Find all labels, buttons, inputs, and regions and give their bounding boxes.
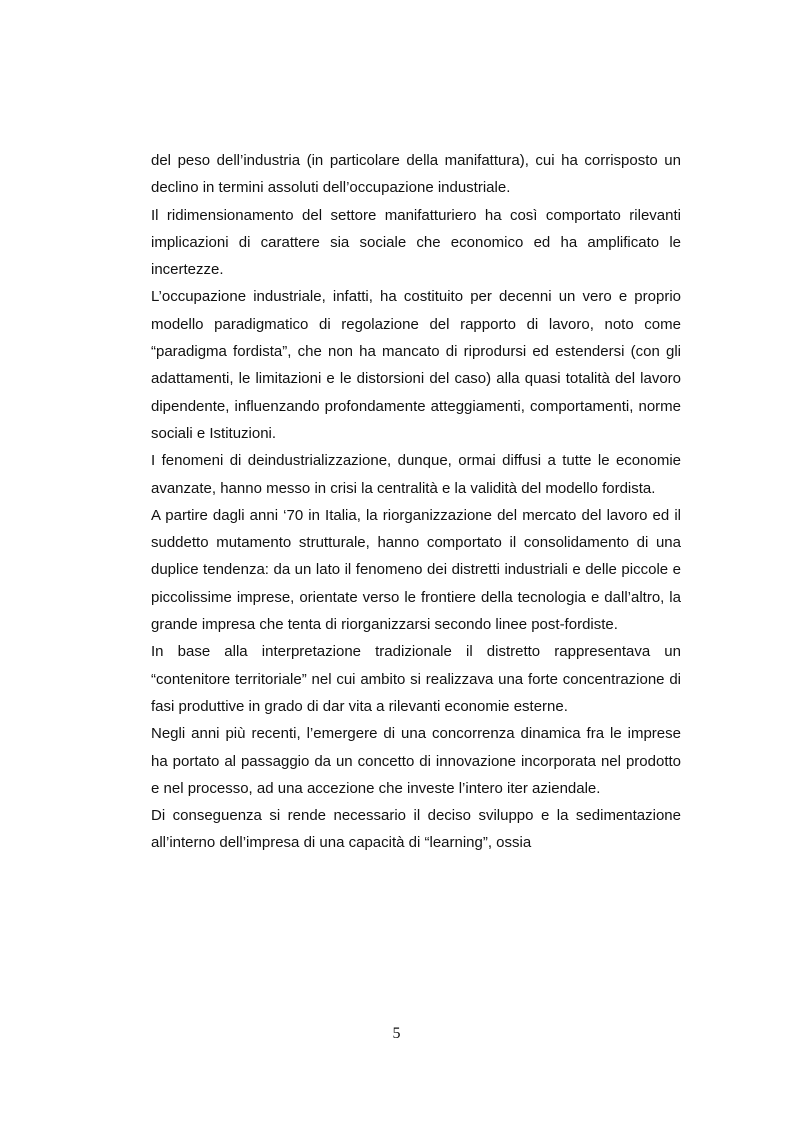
paragraph: L’occupazione industriale, infatti, ha costituito per decenni un vero e proprio modello paradigmatico di regolazione del rapporto di lavoro, noto come “paradigma fordista”, che non ha mancato di riprodursi ed estendersi (con gli adattamenti, le limitazioni e le distorsioni del caso) alla quasi totalità del lavoro dipendente, influenzando profondamente atteggiamenti, comportamenti, norme sociali e Istituzioni. xyxy=(151,288,681,442)
body-text xyxy=(151,147,681,857)
paragraph: Di conseguenza si rende necessario il deciso sviluppo e la sedimentazione all’interno dell’impresa di una capacità di “learning”, ossia xyxy=(151,807,681,852)
paragraph: In base alla interpretazione tradizionale il distretto rappresentava un “contenitore territoriale” nel cui ambito si realizzava una forte concentrazione di fasi produttive in grado di dar vita a rilevanti economie esterne. xyxy=(151,643,681,715)
paragraph: del peso dell’industria (in particolare della manifattura), cui ha corrisposto un declino in termini assoluti dell’occupazione industriale. xyxy=(151,152,681,197)
page-number: 5 xyxy=(392,1025,401,1042)
paragraph: I fenomeni di deindustrializzazione, dunque, ormai diffusi a tutte le economie avanzate, hanno messo in crisi la centralità e la validità del modello fordista. xyxy=(151,452,681,497)
paragraph: Il ridimensionamento del settore manifatturiero ha così comportato rilevanti implicazioni di carattere sia sociale che economico ed ha amplificato le incertezze. xyxy=(151,206,681,279)
paragraph: Negli anni più recenti, l’emergere di una concorrenza dinamica fra le imprese ha portato al passaggio da un concetto di innovazione incorporata nel prodotto e nel processo, ad una accezione che investe l’intero iter aziendale. xyxy=(151,725,681,797)
paragraph: A partire dagli anni ‘70 in Italia, la riorganizzazione del mercato del lavoro ed il suddetto mutamento strutturale, hanno comportato il consolidamento di una duplice tendenza: da un lato il fenomeno dei distretti industriali e delle piccole e piccolissime imprese, orientate verso le frontiere della tecnologia e dall’altro, la grande impresa che tenta di riorganizzarsi secondo linee post-fordiste. xyxy=(151,506,681,634)
